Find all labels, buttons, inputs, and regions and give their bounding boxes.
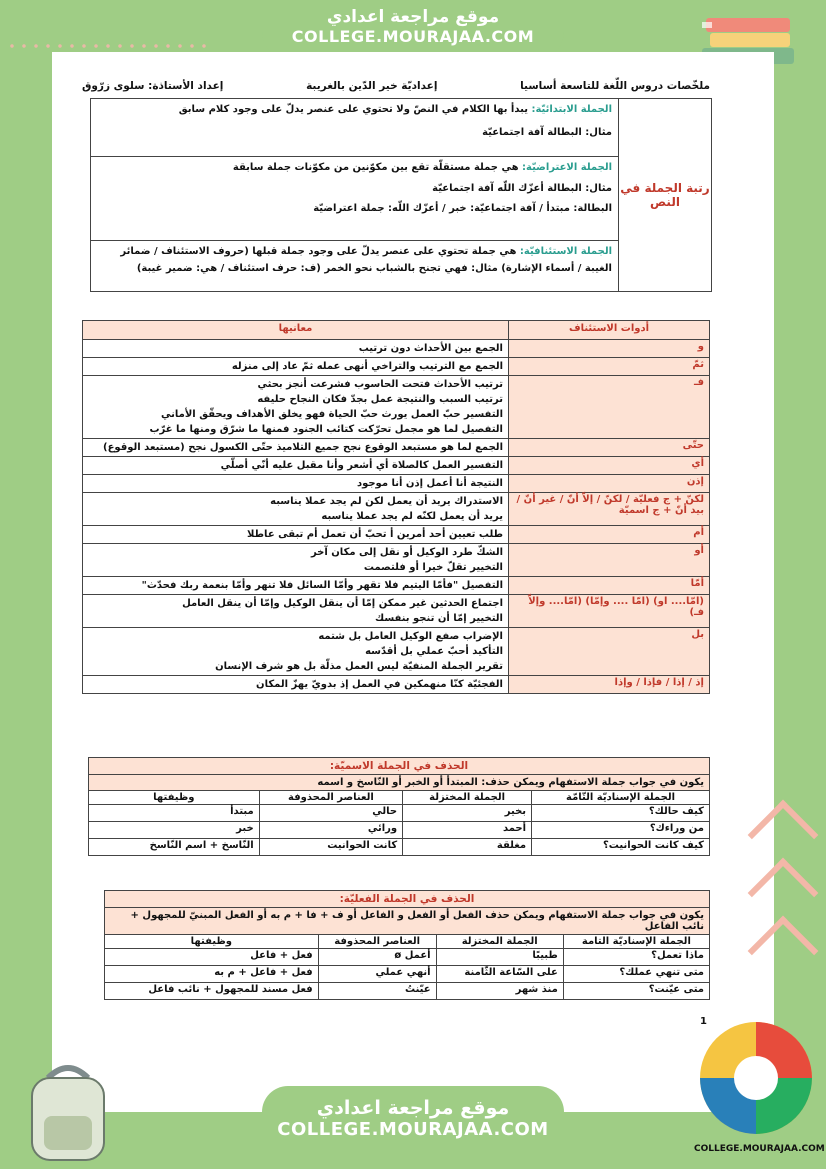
tool-cell: فـ [509, 376, 710, 439]
table-cell: منذ شهر [436, 983, 563, 1000]
meaning-line: يريد أن يعمل لكنّه لم يجد عملا يناسبه [321, 511, 503, 522]
logo-text[interactable]: COLLEGE.MOURAJAA.COM [694, 1144, 825, 1154]
table-row [83, 676, 710, 694]
logo-wheel-icon [694, 1020, 818, 1138]
table-cell: بخير [403, 805, 532, 822]
table-cell: عيّنتُ [318, 983, 436, 1000]
meaning-cell [83, 595, 509, 628]
doc-title: ملخّصات دروس اللّغة للتاسعة أساسيا [520, 80, 710, 92]
table-row [89, 839, 710, 856]
tool-cell: أمّا [509, 577, 710, 595]
meaning-line: الاستدراك يريد أن يعمل لكن لم يجد عملا يناسبه [270, 496, 503, 507]
backpack-icon [18, 1058, 118, 1164]
meaning-line: اجتماع الحدثين غير ممكن إمّا أن ينقل الوكيل وإمّا أن ينقل العامل [182, 598, 503, 609]
row-parenthetical-sentence: الجملة الاعتراضيّة: هي جملة مستقلّة تقع بين مكوّنين من مكوّنات جملة سابقة مثال: البطالة أعزّك اللّه آفة اجتماعيّة البطالة: مبتدأ / آفة اجتماعيّة: خبر / أعزّك اللّه: جملة اعتراضيّة [91, 157, 618, 241]
verbal-ellipsis-table [104, 890, 710, 1000]
meaning-line: الإضراب صفع الوكيل العامل بل شتمه [318, 631, 503, 642]
tool-cell: و [509, 340, 710, 358]
table-row [89, 822, 710, 839]
meaning-cell [83, 526, 509, 544]
sentence-rank-table [90, 98, 712, 292]
table-cell: النّاسخ + اسم النّاسخ [89, 839, 260, 856]
table-row [83, 595, 710, 628]
meaning-line: الجمع بين الأحداث دون ترتيب [358, 343, 503, 354]
column-header: وظيفتها [105, 935, 319, 949]
meaning-cell [83, 340, 509, 358]
meaning-cell [83, 376, 509, 439]
tool-cell: أو [509, 544, 710, 577]
column-header: العناصر المحذوفة [259, 791, 402, 805]
table-cell: حالي [259, 805, 402, 822]
table-cell: أعمل ø [318, 949, 436, 966]
meaning-cell [83, 577, 509, 595]
meaning-line: ترتيب الأحداث فتحت الحاسوب فشرعت أنجز بحثي [257, 379, 503, 390]
tool-cell: لكنّ + ج فعليّة / لكنّ / إلاّ أنّ / غير أنّ /بيد أنّ + ج اسميّة [509, 493, 710, 526]
meaning-line: التخيير إمّا أن تنجو بنفسك [375, 613, 503, 624]
table-row [83, 376, 710, 439]
table-cell: متى تنهي عملك؟ [563, 966, 709, 983]
nominal-ellipsis-table [88, 757, 710, 856]
table-cell: ماذا تعمل؟ [563, 949, 709, 966]
top-banner [262, 0, 564, 58]
verbal-description: يكون في جواب جملة الاستفهام ويمكن حذف الفعل أو الفعل و الفاعل أو ف + فا + م به أو الفعل المبنيّ للمجهول + نائب الفاعل [104, 907, 710, 934]
table-row [83, 544, 710, 577]
site-name: موقع مراجعة اعدادي [326, 7, 500, 27]
site-url[interactable]: COLLEGE.MOURAJAA.COM [277, 1118, 549, 1140]
table-cell: كيف حالك؟ [532, 805, 710, 822]
table-row [83, 577, 710, 595]
tool-cell: بل [509, 628, 710, 676]
section-label: رتبة الجملة في النص [618, 99, 711, 291]
tool-cell: أي [509, 457, 710, 475]
table-cell: طبيبًا [436, 949, 563, 966]
meaning-cell [83, 676, 509, 694]
meaning-cell [83, 358, 509, 376]
meaning-line: التخيير تقلّ خيرا أو فلتصمت [363, 562, 503, 573]
meaning-line: تقرير الجملة المنفيّة ليس العمل مذلّة بل هو شرف الإنسان [215, 661, 503, 672]
tool-cell: (امّا.... او) (امّا .... وإمّا) (امّا.... وإلاّ فـ) [509, 595, 710, 628]
table-row [83, 358, 710, 376]
table-row [105, 983, 710, 1000]
table-row [83, 457, 710, 475]
row-resumptive-sentence: الجملة الاستئنافيّة: هي جملة تحتوي على عنصر يدلّ على وجود جملة قبلها (حروف الاستئناف / ضمائر الغيبة / أسماء الإشارة) مثال: فهي تجنح بالشباب نحو الخمر (ف: حرف استئناف / هي: ضمير غيبة) [120, 246, 612, 274]
tool-cell: حتّى [509, 439, 710, 457]
table-row [83, 475, 710, 493]
column-header: الجملة المختزلة [436, 935, 563, 949]
nominal-description: يكون في جواب جملة الاستفهام ويمكن حذف: المبتدأ أو الخبر أو النّاسخ و اسمه [88, 774, 710, 790]
document-header [82, 80, 710, 92]
table-cell: أنهي عملي [318, 966, 436, 983]
meaning-line: الجمع مع الترتيب والتراخي أنهى عمله ثمّ عاد إلى منزله [231, 361, 503, 372]
meaning-line: طلب تعيين أحد أمرين أ تحبّ أن تعمل أم تبقى عاطلا [247, 529, 503, 540]
site-logo [694, 1020, 825, 1160]
table-cell: فعل + فاعل [105, 949, 319, 966]
row-initial-sentence: الجملة الابتدائيّة: يبدأ بها الكلام في النصّ ولا تحتوي على عنصر يدلّ على وجود كلام سابق مثال: البطالة آفة اجتماعيّة [91, 99, 618, 157]
meaning-line: التأكيد أحبّ عملي بل أقدّسه [365, 646, 503, 657]
column-header: الجملة الإسناديّة التامة [563, 935, 709, 949]
bottom-banner [262, 1086, 564, 1169]
teacher-name: إعداد الأستاذة: سلوى زرّوق [82, 80, 224, 92]
table-cell: متى عيّنت؟ [563, 983, 709, 1000]
table-cell: كانت الحوانيت [259, 839, 402, 856]
tool-cell: أم [509, 526, 710, 544]
meaning-line: التفسير العمل كالصلاة أي أشعر وأنا مقبل عليه أنّي أصلّي [220, 460, 503, 471]
header-tools: أدوات الاستئناف [509, 321, 710, 340]
meaning-cell [83, 439, 509, 457]
meaning-cell [83, 544, 509, 577]
table-cell: مبتدأ [89, 805, 260, 822]
meaning-line: الفجئيّة كنّا منهمكين في العمل إذ بدويّ يهزّ المكان [256, 679, 503, 690]
column-header: الجملة الإسناديّة التّامّة [532, 791, 710, 805]
table-row [105, 949, 710, 966]
table-cell: من وراءك؟ [532, 822, 710, 839]
tool-cell: إذن [509, 475, 710, 493]
table-cell: خبر [89, 822, 260, 839]
page-number: 1 [700, 1016, 707, 1027]
table-row [83, 526, 710, 544]
table-row [83, 493, 710, 526]
meaning-cell [83, 493, 509, 526]
table-cell: فعل + فاعل + م به [105, 966, 319, 983]
meaning-line: الجمع لما هو مستبعد الوقوع نجح جميع التلاميذ حتّى الكسول نجح (مستبعد الوقوع) [103, 442, 503, 453]
meaning-line: الشكّ طرد الوكيل أو نقل إلى مكان آخر [310, 547, 503, 558]
table-cell: كيف كانت الحوانيت؟ [532, 839, 710, 856]
meaning-cell [83, 457, 509, 475]
meaning-line: التفسير حبّ العمل يورث حبّ الحياة فهو يخلق الأهداف ويحقّق الأماني [161, 409, 503, 420]
meaning-line: ترتيب السبب والنتيجة عمل بجدّ فكان النجاح حليفه [257, 394, 503, 405]
meaning-line: النتيجة أنا أعمل إذن أنا موجود [356, 478, 503, 489]
table-row [89, 805, 710, 822]
table-cell: فعل مسند للمجهول + نائب فاعل [105, 983, 319, 1000]
school-name: إعداديّة خير الدّين بالغريبة [306, 80, 438, 92]
meaning-cell [83, 628, 509, 676]
site-name: موقع مراجعة اعدادي [316, 1097, 510, 1119]
table-cell: على السّاعة الثّامنة [436, 966, 563, 983]
meaning-cell [83, 475, 509, 493]
column-header: وظيفتها [89, 791, 260, 805]
tool-cell: إذ / إذا / فإذا / وإذا [509, 676, 710, 694]
table-cell: مغلقة [403, 839, 532, 856]
table-cell: ورائي [259, 822, 402, 839]
table-row [105, 966, 710, 983]
site-url[interactable]: COLLEGE.MOURAJAA.COM [291, 26, 535, 46]
table-row [83, 340, 710, 358]
meaning-line: التفصيل "فأمّا اليتيم فلا تقهر وأمّا السائل فلا تنهر وأمّا بنعمة ربك فحدّث" [141, 580, 503, 591]
header-meanings: معانيها [83, 321, 509, 340]
column-header: العناصر المحذوفة [318, 935, 436, 949]
nominal-title: الحذف في الجملة الاسميّة: [88, 757, 710, 774]
column-header: الجملة المختزلة [403, 791, 532, 805]
tool-cell: ثمّ [509, 358, 710, 376]
table-cell: أحمد [403, 822, 532, 839]
meaning-line: التفصيل لما هو مجمل تحرّكت كتائب الجنود فمنها ما شرّق ومنها ما غرّب [149, 424, 503, 435]
table-row [83, 439, 710, 457]
verbal-title: الحذف في الجملة الفعليّة: [104, 890, 710, 907]
table-row [83, 628, 710, 676]
resumption-tools-table [82, 320, 710, 694]
